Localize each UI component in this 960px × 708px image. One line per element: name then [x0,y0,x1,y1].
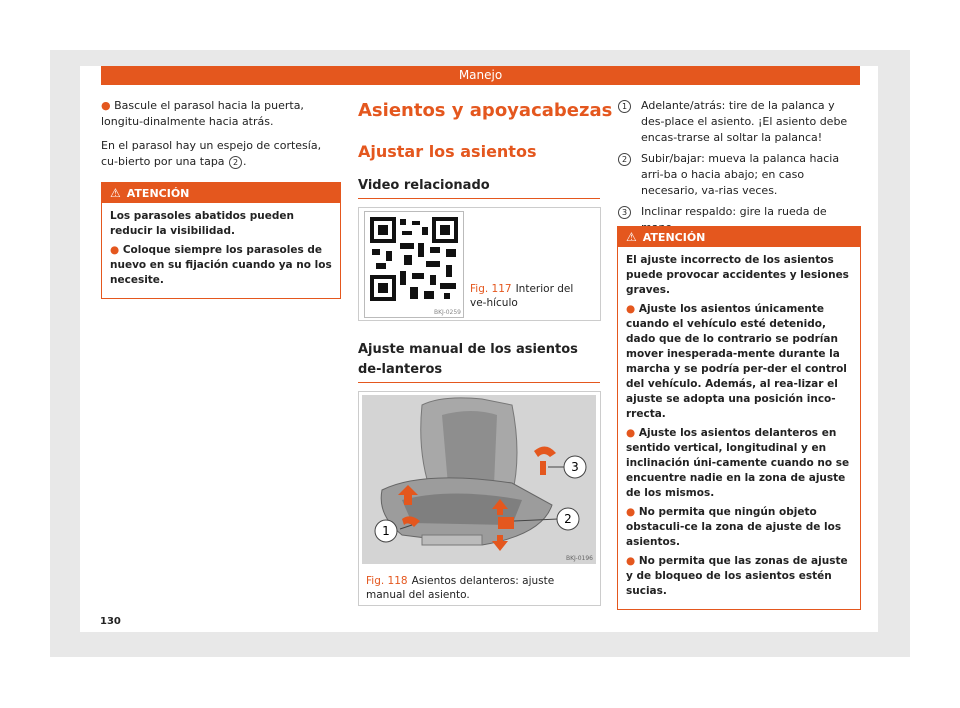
step-item [617,98,859,146]
figure-label: Fig. 118 [366,575,408,587]
warning-title: ATENCIÓN [642,231,706,244]
figure-caption-text: Asientos delanteros: ajuste manual del asiento. [366,575,555,601]
heading-rule [358,198,600,199]
warning-body [102,203,340,298]
figure-118-caption [366,574,592,602]
main-heading: Asientos y apoyacabezas [358,100,613,121]
video-heading: Video relacionado [358,178,490,193]
warning-title: ATENCIÓN [126,187,190,200]
callout-number: 2 [229,156,242,169]
warning-item [110,243,332,288]
paragraph-2-text: En el parasol hay un espejo de cortesía, cu-bierto por una tapa [101,139,322,168]
warning-box [617,226,861,610]
warning-item-text: No permita que las zonas de ajuste y de bloqueo de los asientos estén sucias. [626,555,848,597]
warning-body [618,247,860,609]
bullet-icon: ● [626,427,636,439]
warning-icon: ⚠ [110,186,121,200]
paragraph-1 [101,98,341,130]
bullet-icon: ● [101,99,111,112]
seat-illustration [362,395,596,564]
step-text: Inclinar respaldo: gire la rueda de [641,205,827,218]
left-column [101,98,341,299]
step-number: 3 [618,206,631,219]
warning-icon: ⚠ [626,230,637,244]
seat-image [362,395,596,564]
callout-1: 1 [382,524,390,538]
figure-caption-text: Interior del ve-hículo [470,283,574,309]
warning-item-text: Ajuste los asientos únicamente cuando el vehículo esté detenido, dado que de lo contrario se podrían mover inesperada-mente durante la marcha y se podría per-der el control del vehículo. Además, al rea-lizar el ajuste se adopta una posición inco-rrecta. [626,303,847,420]
step-text: Subir/bajar: mueva la palanca hacia arri-ba o hacia abajo; en caso necesario, va-rias veces. [641,152,840,197]
figure-label: Fig. 117 [470,283,512,295]
warning-item [626,302,852,422]
step-number: 1 [618,100,631,113]
step-number: 2 [618,153,631,166]
section-heading: Ajuste manual de los asientos de-lanteros [358,342,578,377]
sub-heading: Ajustar los asientos [358,142,537,161]
warning-item-text: Coloque siempre los parasoles de nuevo en su fijación cuando ya no los necesite. [110,244,332,286]
warning-intro: Los parasoles abatidos pueden reducir la visibilidad. [110,210,294,237]
warning-item-text: No permita que ningún objeto obstaculi-ce la zona de ajuste de los asientos. [626,506,842,548]
bullet-icon: ● [626,303,636,315]
warning-box [101,182,341,299]
warning-item [626,554,852,599]
step-text: Adelante/atrás: tire de la palanca y des-place el asiento. ¡El asiento debe encas-trarse al soltar la palanca! [641,99,848,144]
callout-2: 2 [564,512,572,526]
section-header: Manejo [101,66,860,85]
figure-117-caption [470,282,592,310]
figure-code: BKJ-0196 [565,555,593,562]
page-number: 130 [100,616,121,627]
figure-118 [358,391,601,606]
qr-code-icon [366,213,462,305]
steps-list [617,98,859,241]
paragraph-2 [101,138,341,170]
warning-header [618,227,860,247]
section-rule [358,382,600,383]
warning-item [626,426,852,501]
warning-item [626,505,852,550]
qr-code-frame[interactable] [364,211,464,318]
paragraph-1-text: Bascule el parasol hacia la puerta, longitu-dinalmente hacia atrás. [101,99,304,128]
warning-header [102,183,340,203]
bullet-icon: ● [110,244,120,256]
figure-code: BKJ-0259 [433,309,461,316]
figure-117 [358,207,601,321]
warning-intro: El ajuste incorrecto de los asientos puede provocar accidentes y lesiones graves. [626,254,849,296]
callout-3: 3 [571,460,579,474]
step-item [617,151,859,199]
paragraph-2-end: . [243,155,247,168]
bullet-icon: ● [626,506,636,518]
warning-item-text: Ajuste los asientos delanteros en sentido vertical, longitudinal y en inclinación úni-camente cuando no se encuentre nadie en la zona de ajuste de los mismos. [626,427,850,499]
bullet-icon: ● [626,555,636,567]
